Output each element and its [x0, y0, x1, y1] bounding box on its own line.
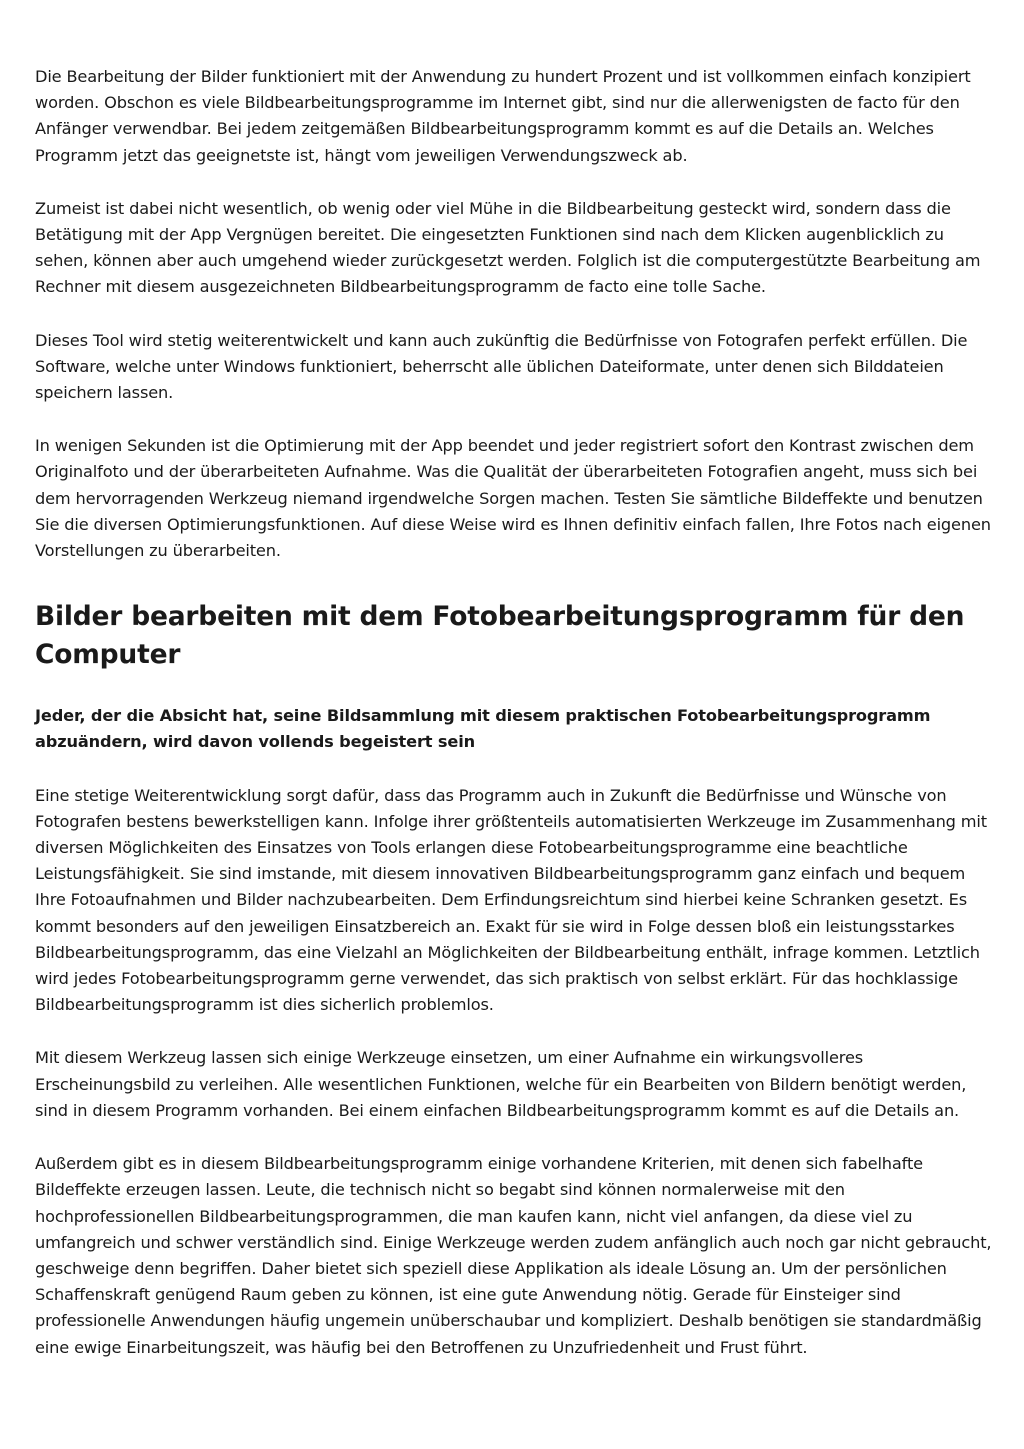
paragraph: Die Bearbeitung der Bilder funktioniert mit der Anwendung zu hundert Prozent und ist vollkommen einfach konzipiert worden. Obschon es viele Bildbearbeitungsprogramme im Internet gibt, sind nur die allerwenigsten de facto für den Anfänger verwendbar. Bei jedem zeitgemäßen Bildbearbeitungsprogramm kommt es auf die Details an. Welches Programm jetzt das geeignetste ist, hängt vom jeweiligen Verwendungszweck ab.: [35, 67, 971, 165]
paragraph: In wenigen Sekunden ist die Optimierung mit der App beendet und jeder registriert sofort den Kontrast zwischen dem Originalfoto und der überarbeiteten Aufnahme. Was die Qualität der überarbeiteten Fotografien angeht, muss sich bei dem hervorragenden Werkzeug niemand irgendwelche Sorgen machen. Testen Sie sämtliche Bildeffekte und benutzen Sie die diversen Optimierungsfunktionen. Auf diese Weise wird es Ihnen definitiv einfach fallen, Ihre Fotos nach eigenen Vorstellungen zu überarbeiten.: [35, 436, 991, 561]
section-heading: Bilder bearbeiten mit dem Fotobearbeitungsprogramm für den Computer: [35, 601, 965, 671]
document-body: [35, 64, 995, 1361]
paragraph: Mit diesem Werkzeug lassen sich einige Werkzeuge einsetzen, um einer Aufnahme ein wirkungsvolleres Erscheinungsbild zu verleihen. Alle wesentlichen Funktionen, welche für ein Bearbeiten von Bildern benötigt werden, sind in diesem Programm vorhanden. Bei einem einfachen Bildbearbeitungsprogramm kommt es auf die Details an.: [35, 1048, 967, 1120]
paragraph: Dieses Tool wird stetig weiterentwickelt und kann auch zukünftig die Bedürfnisse von Fotografen perfekt erfüllen. Die Software, welche unter Windows funktioniert, beherrscht alle üblichen Dateiformate, unter denen sich Bilddateien speichern lassen.: [35, 330, 968, 403]
section-subheading: Jeder, der die Absicht hat, seine Bildsammlung mit diesem praktischen Fotobearbeitungsprogramm abzuändern, wird davon vollends begeistert sein: [35, 706, 931, 752]
paragraph: Zumeist ist dabei nicht wesentlich, ob wenig oder viel Mühe in die Bildbearbeitung gesteckt wird, sondern dass die Betätigung mit der App Vergnügen bereitet. Die eingesetzten Funktionen sind nach dem Klicken augenblicklich zu sehen, können aber auch umgehend wieder zurückgesetzt werden. Folglich ist die computergestützte Bearbeitung am Rechner mit diesem ausgezeichneten Bildbearbeitungsprogramm de facto eine tolle Sache.: [35, 198, 981, 297]
paragraph: Eine stetige Weiterentwicklung sorgt dafür, dass das Programm auch in Zukunft die Bedürfnisse und Wünsche von Fotografen bestens bewerkstelligen kann. Infolge ihrer größtenteils automatisierten Werkzeuge im Zusammenhang mit diversen Möglichkeiten des Einsatzes von Tools erlangen diese Fotobearbeitungsprogramme eine beachtliche Leistungsfähigkeit. Sie sind imstande, mit diesem innovativen Bildbearbeitungsprogramm ganz einfach und bequem Ihre Fotoaufnahmen und Bilder nachzubearbeiten. Dem Erfindungsreichtum sind hierbei keine Schranken gesetzt. Es kommt besonders auf den jeweiligen Einsatzbereich an. Exakt für sie wird in Folge dessen bloß ein leistungsstarkes Bildbearbeitungsprogramm, das eine Vielzahl an Möglichkeiten der Bildbearbeitung enthält, infrage kommen. Letztlich wird jedes Fotobearbeitungsprogramm gerne verwendet, das sich praktisch von selbst erklärt. Für das hochklassige Bildbearbeitungsprogramm ist dies sicherlich problemlos.: [35, 785, 987, 1015]
paragraph: Außerdem gibt es in diesem Bildbearbeitungsprogramm einige vorhandene Kriterien, mit denen sich fabelhafte Bildeffekte erzeugen lassen. Leute, die technisch nicht so begabt sind können normalerweise mit den hochprofessionellen Bildbearbeitungsprogrammen, die man kaufen kann, nicht viel anfangen, da diese viel zu umfangreich und schwer verständlich sind. Einige Werkzeuge werden zudem anfänglich auch noch gar nicht gebraucht, geschweige denn begriffen. Daher bietet sich speziell diese Applikation als ideale Lösung an. Um der persönlichen Schaffenskraft genügend Raum geben zu können, ist eine gute Anwendung nötig. Gerade für Einsteiger sind professionelle Anwendungen häufig ungemein unüberschaubar und kompliziert. Deshalb benötigen sie standardmäßig eine ewige Einarbeitungszeit, was häufig bei den Betroffenen zu Unzufriedenheit und Frust führt.: [35, 1154, 992, 1357]
